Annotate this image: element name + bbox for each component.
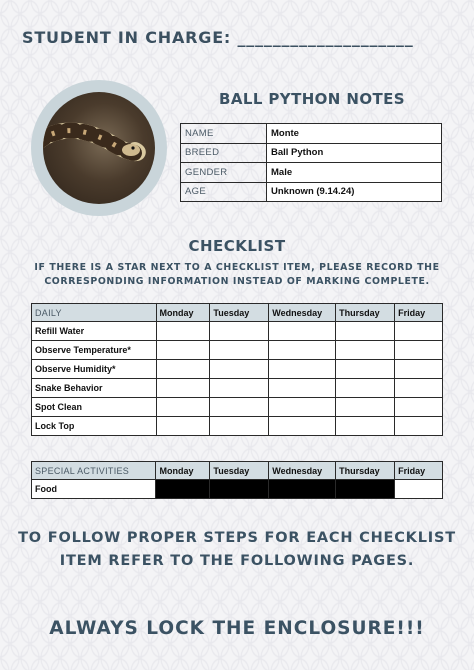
info-key: AGE	[181, 182, 267, 202]
check-cell[interactable]	[210, 379, 269, 398]
notes-title: BALL PYTHON NOTES	[219, 90, 405, 108]
special-header-row	[32, 462, 443, 480]
checklist-title: CHECKLIST	[188, 237, 286, 255]
task-label: Refill Water	[32, 322, 157, 341]
day-header-thursday: Thursday	[336, 462, 395, 480]
check-cell[interactable]	[336, 360, 395, 379]
info-row	[181, 124, 442, 144]
day-header-friday: Friday	[395, 462, 443, 480]
day-header-wednesday: Wednesday	[269, 304, 336, 322]
check-cell[interactable]	[336, 417, 395, 436]
student-in-charge-label: STUDENT IN CHARGE: ____________________	[22, 28, 414, 47]
day-header-tuesday: Tuesday	[210, 462, 269, 480]
check-cell[interactable]	[395, 322, 443, 341]
check-cell[interactable]	[269, 379, 336, 398]
check-cell[interactable]	[156, 322, 210, 341]
special-activities-table	[31, 461, 443, 499]
day-header-wednesday: Wednesday	[269, 462, 336, 480]
table-row	[32, 379, 443, 398]
info-value: Unknown (9.14.24)	[267, 182, 442, 202]
day-header-tuesday: Tuesday	[210, 304, 269, 322]
checklist-instructions: IF THERE IS A STAR NEXT TO A CHECKLIST ITEM, PLEASE RECORD THE CORRESPONDING INFORMATION INSTEAD OF MARKING COMPLETE.	[34, 262, 440, 287]
check-cell[interactable]	[210, 417, 269, 436]
snake-photo	[43, 92, 155, 204]
info-row	[181, 182, 442, 202]
check-cell[interactable]	[156, 398, 210, 417]
check-cell[interactable]	[269, 322, 336, 341]
check-cell[interactable]	[336, 322, 395, 341]
task-label: Spot Clean	[32, 398, 157, 417]
table-row	[32, 341, 443, 360]
check-cell[interactable]	[210, 360, 269, 379]
check-cell[interactable]	[395, 417, 443, 436]
check-cell[interactable]	[395, 360, 443, 379]
check-cell[interactable]	[336, 379, 395, 398]
daily-header-label: DAILY	[32, 304, 157, 322]
task-label: Observe Temperature*	[32, 341, 157, 360]
info-key: GENDER	[181, 163, 267, 183]
check-cell[interactable]	[156, 417, 210, 436]
check-cell[interactable]	[156, 341, 210, 360]
task-label: Lock Top	[32, 417, 157, 436]
info-row	[181, 143, 442, 163]
daily-header-row	[32, 304, 443, 322]
blocked-cell	[269, 480, 336, 499]
check-cell[interactable]	[395, 480, 443, 499]
task-label: Observe Humidity*	[32, 360, 157, 379]
check-cell[interactable]	[395, 341, 443, 360]
day-header-thursday: Thursday	[336, 304, 395, 322]
check-cell[interactable]	[269, 398, 336, 417]
check-cell[interactable]	[156, 379, 210, 398]
check-cell[interactable]	[395, 398, 443, 417]
check-cell[interactable]	[395, 379, 443, 398]
snake-illustration	[43, 92, 155, 204]
table-row	[32, 322, 443, 341]
check-cell[interactable]	[269, 417, 336, 436]
special-header-label: SPECIAL ACTIVITIES	[32, 462, 156, 480]
blocked-cell	[336, 480, 395, 499]
table-row	[32, 398, 443, 417]
info-row	[181, 163, 442, 183]
info-key: BREED	[181, 143, 267, 163]
check-cell[interactable]	[210, 341, 269, 360]
blocked-cell	[156, 480, 210, 499]
task-label: Snake Behavior	[32, 379, 157, 398]
table-row	[32, 417, 443, 436]
task-label: Food	[32, 480, 156, 499]
lock-reminder: ALWAYS LOCK THE ENCLOSURE!!!	[49, 618, 425, 639]
blocked-cell	[210, 480, 269, 499]
info-table	[180, 123, 442, 202]
day-header-friday: Friday	[395, 304, 443, 322]
info-value: Male	[267, 163, 442, 183]
check-cell[interactable]	[336, 341, 395, 360]
check-cell[interactable]	[156, 360, 210, 379]
steps-note: TO FOLLOW PROPER STEPS FOR EACH CHECKLIST ITEM REFER TO THE FOLLOWING PAGES.	[18, 530, 456, 569]
table-row	[32, 360, 443, 379]
day-header-monday: Monday	[156, 462, 210, 480]
info-key: NAME	[181, 124, 267, 144]
info-value: Ball Python	[267, 143, 442, 163]
check-cell[interactable]	[210, 398, 269, 417]
info-value: Monte	[267, 124, 442, 144]
check-cell[interactable]	[210, 322, 269, 341]
day-header-monday: Monday	[156, 304, 210, 322]
daily-checklist-table	[31, 303, 443, 436]
check-cell[interactable]	[336, 398, 395, 417]
table-row	[32, 480, 443, 499]
check-cell[interactable]	[269, 360, 336, 379]
check-cell[interactable]	[269, 341, 336, 360]
